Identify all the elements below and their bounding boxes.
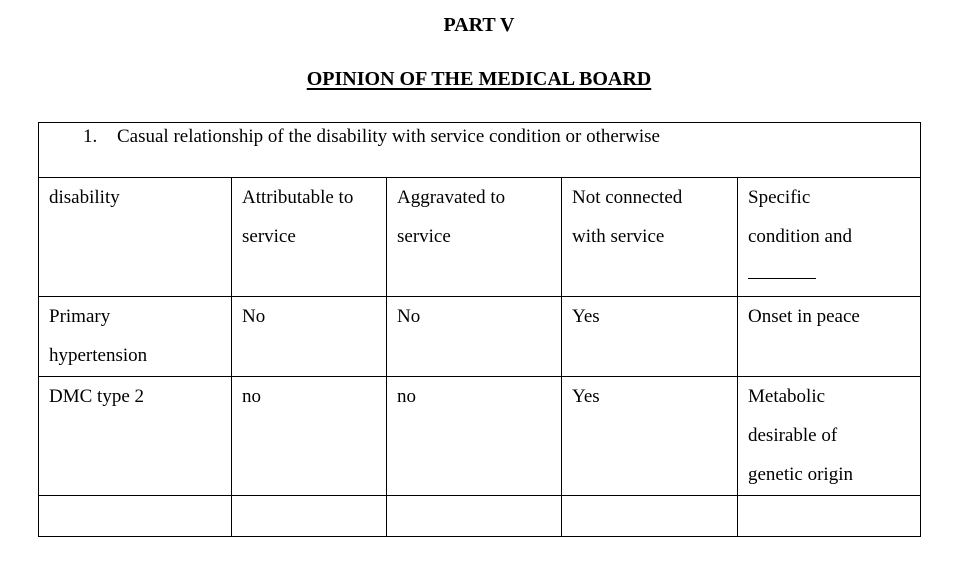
caption-text: Casual relationship of the disability with service condition or otherwise bbox=[117, 126, 660, 147]
cell-aggravated-value: no bbox=[397, 386, 416, 407]
empty-cell bbox=[232, 496, 387, 537]
cell-attributable bbox=[232, 297, 387, 377]
header-specific-line-2: condition and bbox=[748, 226, 852, 247]
cell-not-connected bbox=[562, 377, 738, 496]
header-aggravated bbox=[387, 178, 562, 297]
caption-number: 1. bbox=[83, 126, 98, 147]
cell-specific bbox=[738, 297, 921, 377]
header-specific-blank bbox=[748, 256, 920, 295]
cell-disability bbox=[39, 297, 232, 377]
cell-specific-line-1: Onset in peace bbox=[748, 306, 860, 327]
header-attributable-line-1: Attributable to bbox=[242, 187, 354, 208]
header-specific bbox=[738, 178, 921, 297]
table-row bbox=[39, 297, 921, 377]
empty-cell bbox=[387, 496, 562, 537]
cell-aggravated bbox=[387, 377, 562, 496]
cell-aggravated-value: No bbox=[397, 306, 421, 327]
cell-attributable-value: no bbox=[242, 386, 261, 407]
cell-attributable bbox=[232, 377, 387, 496]
cell-disability-line-1: DMC type 2 bbox=[49, 386, 144, 407]
cell-not-connected bbox=[562, 297, 738, 377]
cell-not-connected-value: Yes bbox=[572, 306, 600, 327]
cell-attributable-value: No bbox=[242, 306, 266, 327]
table-row bbox=[39, 377, 921, 496]
header-disability bbox=[39, 178, 232, 297]
header-attributable bbox=[232, 178, 387, 297]
cell-aggravated bbox=[387, 297, 562, 377]
table-caption-row bbox=[39, 123, 921, 178]
header-not-connected-line-2: with service bbox=[572, 226, 665, 247]
section-title bbox=[0, 68, 958, 91]
header-aggravated-line-2: service bbox=[397, 226, 451, 247]
blank-line bbox=[748, 256, 816, 279]
empty-cell bbox=[39, 496, 232, 537]
table-caption bbox=[39, 123, 921, 178]
cell-specific bbox=[738, 377, 921, 496]
cell-disability bbox=[39, 377, 232, 496]
header-disability-text: disability bbox=[49, 187, 120, 208]
section-title-text: OPINION OF THE MEDICAL BOARD bbox=[306, 68, 652, 90]
empty-cell bbox=[738, 496, 921, 537]
table-header-row bbox=[39, 178, 921, 297]
header-attributable-line-2: service bbox=[242, 226, 296, 247]
cell-specific-line-1: Metabolic bbox=[748, 386, 826, 407]
cell-not-connected-value: Yes bbox=[572, 386, 600, 407]
header-not-connected bbox=[562, 178, 738, 297]
cell-disability-line-1: Primary bbox=[49, 306, 111, 327]
header-aggravated-line-1: Aggravated to bbox=[397, 187, 506, 208]
header-not-connected-line-1: Not connected bbox=[572, 187, 683, 208]
cell-disability-line-2: hypertension bbox=[49, 345, 148, 366]
disability-table bbox=[38, 122, 921, 537]
header-specific-line-1: Specific bbox=[748, 187, 811, 208]
empty-cell bbox=[562, 496, 738, 537]
cell-specific-line-2: desirable of bbox=[748, 425, 838, 446]
table-row-empty bbox=[39, 496, 921, 537]
part-title: PART V bbox=[443, 14, 515, 36]
cell-specific-line-3: genetic origin bbox=[748, 464, 853, 485]
